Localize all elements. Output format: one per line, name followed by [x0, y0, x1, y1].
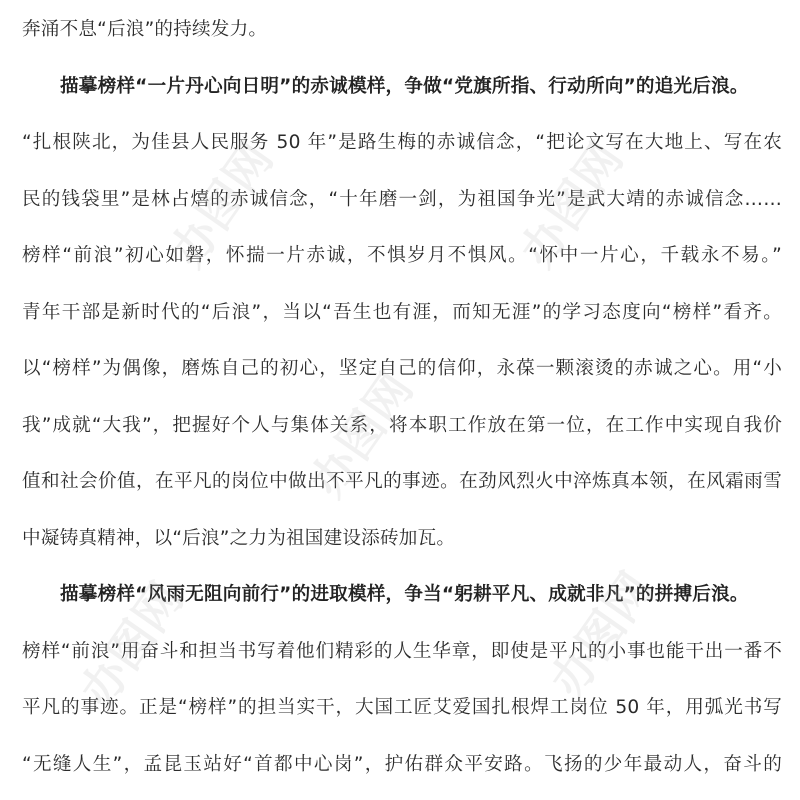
paragraph-line: 榜样“前浪”用奋斗和担当书写着他们精彩的人生华章，即使是平凡的小事也能干出一番不 — [22, 640, 782, 662]
section-heading: 描摹榜样“一片丹心向日明”的赤诚模样，争做“党旗所指、行动所向”的追光后浪。 — [60, 75, 749, 97]
article-body — [22, 2, 782, 793]
section-heading: 描摹榜样“风雨无阻向前行”的进取模样，争当“躬耕平凡、成就非凡”的拼搏后浪。 — [60, 584, 749, 605]
watermark: 办图网 — [299, 362, 424, 507]
watermark: 办图网 — [509, 132, 634, 277]
watermark: 办图网 — [539, 562, 664, 707]
paragraph-line: “扎根陕北，为佳县人民服务 50 年”是路生梅的赤诚信念，“把论文写在大地上、写在农 — [22, 132, 782, 153]
paragraph-line: 民的钱袋里”是林占熺的赤诚信念，“十年磨一剑，为祖国争光”是武大靖的赤诚信念…… — [22, 188, 782, 210]
paragraph-line: 以“榜样”为偶像，磨炼自己的初心，坚定自己的信仰，永葆一颗滚烫的赤诚之心。用“小 — [22, 358, 782, 379]
paragraph-line: 我”成就“大我”，把握好个人与集体关系，将本职工作放在第一位，在工作中实现自我价 — [22, 414, 782, 436]
watermark: 办图网 — [159, 132, 284, 277]
paragraph-line: 奔涌不息“后浪”的持续发力。 — [22, 19, 268, 40]
paragraph-line: 榜样“前浪”初心如磐，怀揣一片赤诚，不惧岁月不惧风。“怀中一片心，千载永不易。” — [22, 245, 782, 266]
paragraph-line: 中凝铸真精神，以“后浪”之力为祖国建设添砖加瓦。 — [22, 527, 456, 549]
paragraph-line: 值和社会价值，在平凡的岗位中做出不平凡的事迹。在劲风烈火中淬炼真本领，在风霜雨雪 — [22, 471, 782, 492]
paragraph-line: 青年干部是新时代的“后浪”，当以“吾生也有涯，而知无涯”的学习态度向“榜样”看齐。 — [22, 301, 782, 323]
paragraph-line: 平凡的事迹。正是“榜样”的担当实干，大国工匠艾爱国扎根焊工岗位 50 年，用弧光书写 — [22, 697, 782, 718]
paragraph-line: “无缝人生”，孟昆玉站好“首都中心岗”，护佑群众平安路。飞扬的少年最动人，奋斗的 — [22, 753, 782, 775]
watermark: 办图网 — [69, 572, 194, 717]
